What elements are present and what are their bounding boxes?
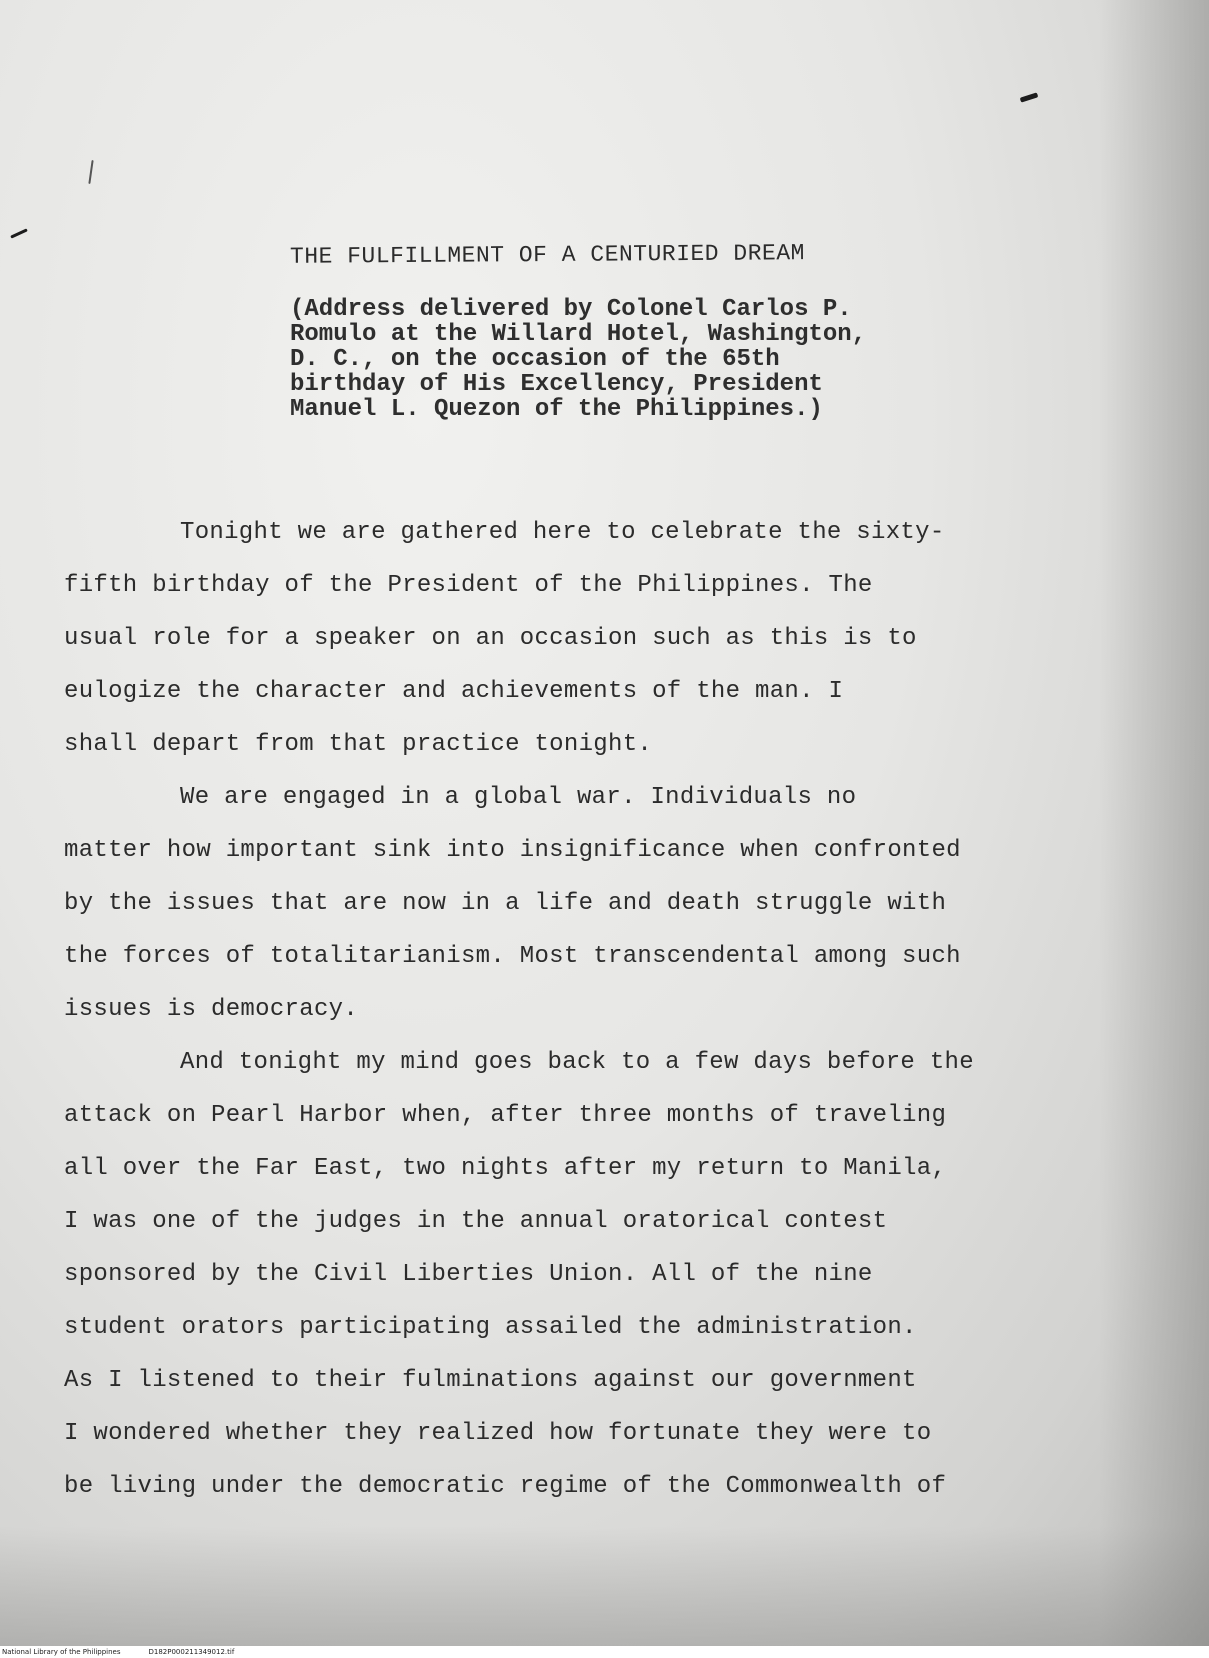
subtitle-line: birthday of His Excellency, President: [290, 371, 823, 398]
paragraph: [64, 1036, 1104, 1513]
footer-file-id: D182P000211349012.tif: [148, 1648, 235, 1656]
text-line: student orators participating assailed the administration.: [64, 1314, 917, 1341]
subtitle-line: D. C., on the occasion of the 65th: [290, 346, 780, 373]
text-line: issues is democracy.: [64, 996, 359, 1023]
text-line: sponsored by the Civil Liberties Union. All of the nine: [64, 1261, 873, 1288]
footer-source: National Library of the Philippines: [2, 1648, 121, 1656]
scan-shadow-right: [1099, 0, 1209, 1658]
text-line: Tonight we are gathered here to celebrate the sixty-: [180, 519, 945, 546]
scan-footer: [0, 1646, 1209, 1658]
ink-mark: [1020, 92, 1039, 102]
text-line: matter how important sink into insignificance when confronted: [64, 837, 961, 864]
paragraph: [64, 771, 1104, 1036]
text-line: be living under the democratic regime of the Commonwealth of: [64, 1473, 947, 1500]
text-line: the forces of totalitarianism. Most transcendental among such: [64, 943, 961, 970]
ink-mark: [10, 228, 28, 238]
text-line: fifth birthday of the President of the Philippines. The: [64, 572, 873, 599]
text-line: shall depart from that practice tonight.: [64, 731, 653, 758]
subtitle-line: (Address delivered by Colonel Carlos P.: [290, 296, 852, 323]
text-line: attack on Pearl Harbor when, after three months of traveling: [64, 1102, 947, 1129]
text-line: eulogize the character and achievements of the man. I: [64, 678, 844, 705]
text-line: We are engaged in a global war. Individuals no: [180, 784, 857, 811]
paragraph: [64, 506, 1104, 771]
text-line: As I listened to their fulminations against our government: [64, 1367, 917, 1394]
text-line: I wondered whether they realized how fortunate they were to: [64, 1420, 932, 1447]
subtitle-line: Manuel L. Quezon of the Philippines.): [290, 396, 823, 423]
ink-mark: [88, 160, 93, 184]
subtitle-line: Romulo at the Willard Hotel, Washington,: [290, 321, 867, 348]
text-line: usual role for a speaker on an occasion such as this is to: [64, 625, 917, 652]
scan-shadow-bottom: [0, 1526, 1209, 1646]
text-line: And tonight my mind goes back to a few days before the: [180, 1049, 974, 1076]
text-line: I was one of the judges in the annual oratorical contest: [64, 1208, 888, 1235]
speech-body: [64, 506, 1104, 1513]
text-line: by the issues that are now in a life and death struggle with: [64, 890, 947, 917]
text-line: all over the Far East, two nights after my return to Manila,: [64, 1155, 947, 1182]
document-title: THE FULFILLMENT OF A CENTURIED DREAM: [289, 240, 805, 270]
document-subtitle: [290, 297, 950, 422]
